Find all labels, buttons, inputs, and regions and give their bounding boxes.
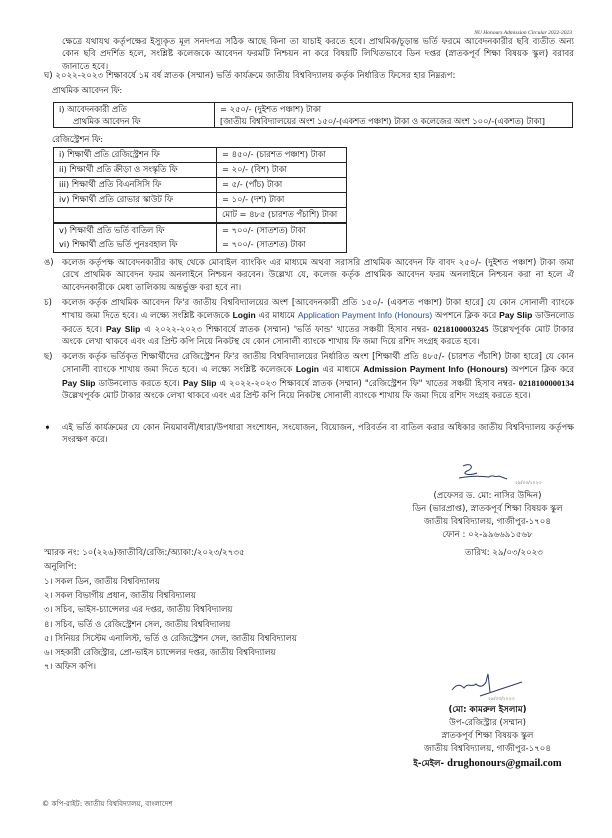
pay-slip-text: Pay Slip (182, 377, 217, 388)
memo-number: স্মারক নং: ১০(২২৬)জাতীবি/রেজি:/অ্যাকা:/২০২৩/২৭৩৫ (44, 548, 245, 558)
item-note (44, 422, 574, 447)
fee-value-cell: = ৭০০/- (সাতশত) টাকা (217, 238, 347, 253)
signatory-dept: স্নাতকপূর্ব শিক্ষা বিষয়ক স্কুল (441, 730, 534, 741)
table-row (54, 193, 347, 208)
table-row (54, 148, 347, 163)
text-segment: এ ২০২২-২০২৩ শিক্ষাবর্ষে স্নাতক (সম্মান) 'ভর্তি ফান্ড' খাতের সঞ্চয়ী হিসাব নম্বর- (140, 324, 434, 335)
item-umo (44, 257, 574, 294)
fee-value-cell (215, 103, 573, 128)
fee-value-cell: = ৭০০/- (সাতশত) টাকা (217, 223, 347, 238)
header-note: NU Honours Admission Circular 2022-2023 (474, 30, 572, 36)
email-line (395, 756, 580, 772)
table-row (54, 238, 347, 253)
login-text: Login (232, 310, 256, 321)
fee-name-cell: iii) শিক্ষার্থী প্রতি বিএনসিসি ফি (54, 178, 217, 193)
table-row (54, 103, 573, 128)
list-item: ৫। সিনিয়র সিস্টেম এনালিস্ট, ভর্তি ও রেজিস্ট্রেশন সেল, জাতীয় বিশ্ববিদ্যালয় (44, 632, 297, 643)
signatory-name: (মো: কামরুল ইসলাম) (448, 705, 527, 715)
text-segment: এর মাধ্যমে (318, 365, 364, 376)
signatory-org: জাতীয় বিশ্ববিদ্যালয়, গাজীপুর-১৭০৪ (424, 516, 551, 527)
text-segment: উল্লেখপূর্বক মোট টাকার অংকে লেখা থাকবে এবং এর প্রিন্ট কপি নিয়ে নিকটস্থ সোনালী ব্যাংকে শাখায় ফি জমা দিয়ে রশিদ সংগ্রহ করতে হবে। (62, 390, 531, 401)
fee-name-cell: vi) শিক্ষার্থী প্রতি ভর্তি পুনঃবহাল ফি (54, 238, 217, 253)
list-item: ২। সকল বিভাগীয় প্রধান, জাতীয় বিশ্ববিদ্যালয় (44, 590, 196, 601)
signatory-name: (প্রফেসর ড. মো: নাসির উদ্দিন) (433, 491, 542, 501)
text-segment: এর মাধ্যমে (255, 311, 298, 322)
arrow-bullet-icon: ➧ (44, 423, 52, 433)
fee-value-cell: = ১০/- (দশ) টাকা (217, 193, 347, 208)
section-gha-heading: ঘ) ২০২২-২০২৩ শিক্ষাবর্ষে ১ম বর্ষ স্নাতক (সম্মান) ভর্তি কার্যক্রমে জাতীয় বিশ্ববিদ্যালয় কর্তৃক নির্ধারিত ফিসের হার নিম্নরূপ: (44, 71, 456, 81)
fee-name-cell: ii) শিক্ষার্থী প্রতি ক্রীড়া ও সংস্কৃতি ফি (54, 163, 217, 178)
fee-name-cell: v) শিক্ষার্থী প্রতি ভর্তি বাতিল ফি (54, 223, 217, 238)
signatory-title: উপ-রেজিস্ট্রার (সম্মান) (449, 717, 526, 728)
copyright-footer: © কপি-রাইট: জাতীয় বিশ্ববিদ্যালয়, বাংলাদেশ (42, 799, 173, 808)
account-number: 0218100000134 (518, 377, 575, 388)
text-segment: উল্লেখপূর্বক মোট টাকার অংকে লেখা থাকবে এবং এর প্রিন্ট কপি নিয়ে নিকটস্থ যে কোন সোনালী ব্যাংকে শাখায় ফি জমা দিয়ে রশিদ সংগ্রহ করতে হবে। (62, 324, 574, 347)
account-number: 0218100003245 (433, 323, 489, 334)
text-segment: অপশনে ক্লিক করে (432, 311, 500, 322)
text-segment: ডাউনলোড করতে হবে। (95, 378, 183, 389)
table-row (54, 223, 347, 238)
list-item: ৩। সচিব, ভাইস-চ্যান্সেলর এর দপ্তর, জাতীয় বিশ্ববিদ্যালয় (44, 604, 233, 615)
signatory-title: ডিন (ভারপ্রাপ্ত), স্নাতকপূর্ব শিক্ষা বিষয়ক স্কুল (412, 503, 563, 514)
pay-slip-text: Pay Slip (499, 310, 533, 321)
text-segment: কলেজ কর্তৃক ভর্তিকৃত শিক্ষার্থীদের রেজিস্ট্রেশন ফি'র জাতীয় বিশ্ববিদ্যালয়ের নির্ধারিত অংশ [শিক্ষার্থী প্রতি ৪৮৫/- (চারশত পঁচাশি) টাকা হারে] যে কোন সোনালী ব্যাংকে শাখায় জমা দিতে হবে। এ লক্ষ্যে সংশ্লিষ্ট কলেজকে (62, 352, 574, 376)
list-item: ৭। অফিস কপি। (44, 661, 97, 672)
preliminary-fee-label: প্রাথমিক আবেদন ফি: (52, 85, 123, 95)
text-segment: কলেজ কর্তৃক প্রাথমিক আবেদন ফি'র জাতীয় বিশ্ববিদ্যালয়ের অংশ [আবেদনকারী প্রতি ১৫০/- (একশত পঞ্চাশ) টাকা হারে] যে কোন সোনালী ব্যাংকে শাখায় জমা দিতে হবে। এ লক্ষ্যে সংশ্লিষ্ট কলেজকে (62, 298, 574, 322)
item-chha (44, 351, 574, 402)
fee-name-cell (54, 208, 217, 224)
pay-slip-text: Pay Slip (62, 377, 96, 388)
fee-name-cell: i) শিক্ষার্থী প্রতি রেজিস্ট্রেশন ফি (54, 148, 217, 163)
signatory-org: জাতীয় বিশ্ববিদ্যালয়, গাজীপুর-১৭০৪ (424, 743, 551, 754)
list-item: ৬। সহকারী রেজিস্ট্রার, প্রো-ভাইস চ্যান্সেলর দপ্তর, জাতীয় বিশ্ববিদ্যালয় (44, 646, 276, 657)
list-item: ৪। সচিব, ভর্তি ও রেজিস্ট্রেশন সেল, জাতীয় বিশ্ববিদ্যালয় (44, 618, 231, 629)
preliminary-fee-table (53, 102, 573, 128)
email-address[interactable]: drughonours@gmail.com (447, 757, 562, 769)
item-text: এই ভর্তি কার্যক্রমের যে কোন নিয়মাবলী/ধারা/উপধারা সংশোধন, সংযোজন, বিয়োজন, পরিবর্তন বা বাতিল করার অধিকার জাতীয় বিশ্ববিদ্যালয় কর্তৃপক্ষ সংরক্ষণ করে। (62, 423, 574, 446)
item-text: কলেজ কর্তৃপক্ষ আবেদনকারীর কাছ থেকে মোবাইল ব্যাংকিং এর মাধ্যমে অথবা সরাসরি প্রাথমিক আবেদন ফি বাবদ ২৫০/- (দুইশত পঞ্চাশ) টাকা জমা রেখে প্রাথমিক আবেদন ফরম অনলাইনে নিশ্চয়ন করবেন। উল্লেখ্য যে, কলেজ কর্তৃক প্রাথমিক আবেদন ফরম অনলাইনে নিশ্চয়ন করা না হলে ঐ আবেদনকারীকে মেধা তালিকায় অন্তর্ভুক্ত করা হবে না। (62, 258, 574, 293)
signatory-deputy-registrar (395, 704, 580, 771)
login-text: Login (295, 364, 319, 375)
table-row-total (54, 208, 347, 224)
fee-name-cell: iv) শিক্ষার্থী প্রতি রোভার স্কাউট ফি (54, 193, 217, 208)
fee-value-line1: = ২৫০/- (দুইশত পঞ্চাশ) টাকা (220, 104, 322, 114)
memo-date: তারিখ: ২৯/০৩/২০২৩ (465, 548, 543, 558)
fee-name-line1: i) আবেদনকারী প্রতি (59, 104, 127, 114)
signatory-dean (400, 490, 575, 542)
signatory-phone: ফোন : ০২-৯৯৬৬৯১৫৬৮ (442, 529, 533, 540)
fee-name-line2: প্রাথমিক আবেদন ফি (73, 116, 141, 127)
text-segment: অপশনে ক্লিক করে (507, 365, 575, 376)
cc-list (44, 575, 297, 674)
email-label: ই-মেইল- (413, 758, 448, 769)
signature-icon (455, 462, 515, 486)
top-paragraph: ক্ষেত্রে যথাযথ কর্তৃপক্ষের ইস্যুকৃত মূল সনদপত্র সঠিক আছে কিনা তা যাচাই করতে হবে। প্রাথমিক/চূড়ান্ত ভর্তি ফরমে আবেদনকারীর ছবি ব্যতীত অন্য কোন ছবি প্রদর্শিত হলে, সংশ্লিষ্ট কলেজকে আবেদন ফরমটি নিশ্চয়ন না করে বিষয়টি লিখিতভাবে ডিন দপ্তর (স্নাতকপূর্ব শিক্ষা বিষয়ক স্কুল) বরাবর জানাতে হবে। (62, 37, 574, 72)
registration-fee-label: রেজিস্ট্রেশন ফি: (52, 134, 104, 144)
registration-fee-table (53, 147, 347, 253)
signature-icon (450, 672, 525, 700)
item-marker: ঙ) (44, 258, 54, 268)
table-row (54, 163, 347, 178)
text-segment: এ ২০২২-২০২৩ শিক্ষাবর্ষে স্নাতক (সম্মান) "রেজিস্ট্রেশন ফি" খাতের সঞ্চয়ী হিসাব নম্বর- (216, 378, 519, 389)
fee-value-line2: [জাতীয় বিশ্ববিদ্যালয়ের অংশ ১৫০/-(একশত পঞ্চাশ) টাকা ও কলেজের অংশ ১০০/-(একশত) টাকা] (220, 116, 545, 127)
fee-value-cell: = ৪৫০/- (চারশত পঞ্চাশ) টাকা (217, 148, 347, 163)
text-segment: ডাউনলোড করতে হবে। (62, 311, 575, 335)
admission-payment-info-text: Admission Payment Info (Honours) (363, 364, 508, 375)
fee-total-cell: মোট = ৪৮৫ (চারশত পঁচাশি) টাকা (217, 208, 347, 224)
item-cha (44, 297, 574, 348)
cc-label: অনুলিপি: (44, 562, 77, 572)
fee-value-cell: = ২০/- (বিশ) টাকা (217, 163, 347, 178)
table-row (54, 178, 347, 193)
signature-date: ২৯/০৩/২০২৩ (488, 697, 515, 702)
pay-slip-text: Pay Slip (105, 323, 141, 334)
signature-date: ২৯/০৩/২০২৩ (515, 481, 542, 486)
item-text (62, 297, 574, 348)
application-payment-info-link[interactable]: Application Payment Info (Honours) (297, 310, 433, 321)
item-text (62, 351, 574, 402)
fee-name-cell (54, 103, 215, 128)
item-marker: চ) (44, 298, 52, 308)
item-marker: ছ) (44, 352, 53, 362)
list-item: ১। সকল ডিন, জাতীয় বিশ্ববিদ্যালয় (44, 576, 160, 586)
fee-value-cell: = ৫/- (পাঁচ) টাকা (217, 178, 347, 193)
